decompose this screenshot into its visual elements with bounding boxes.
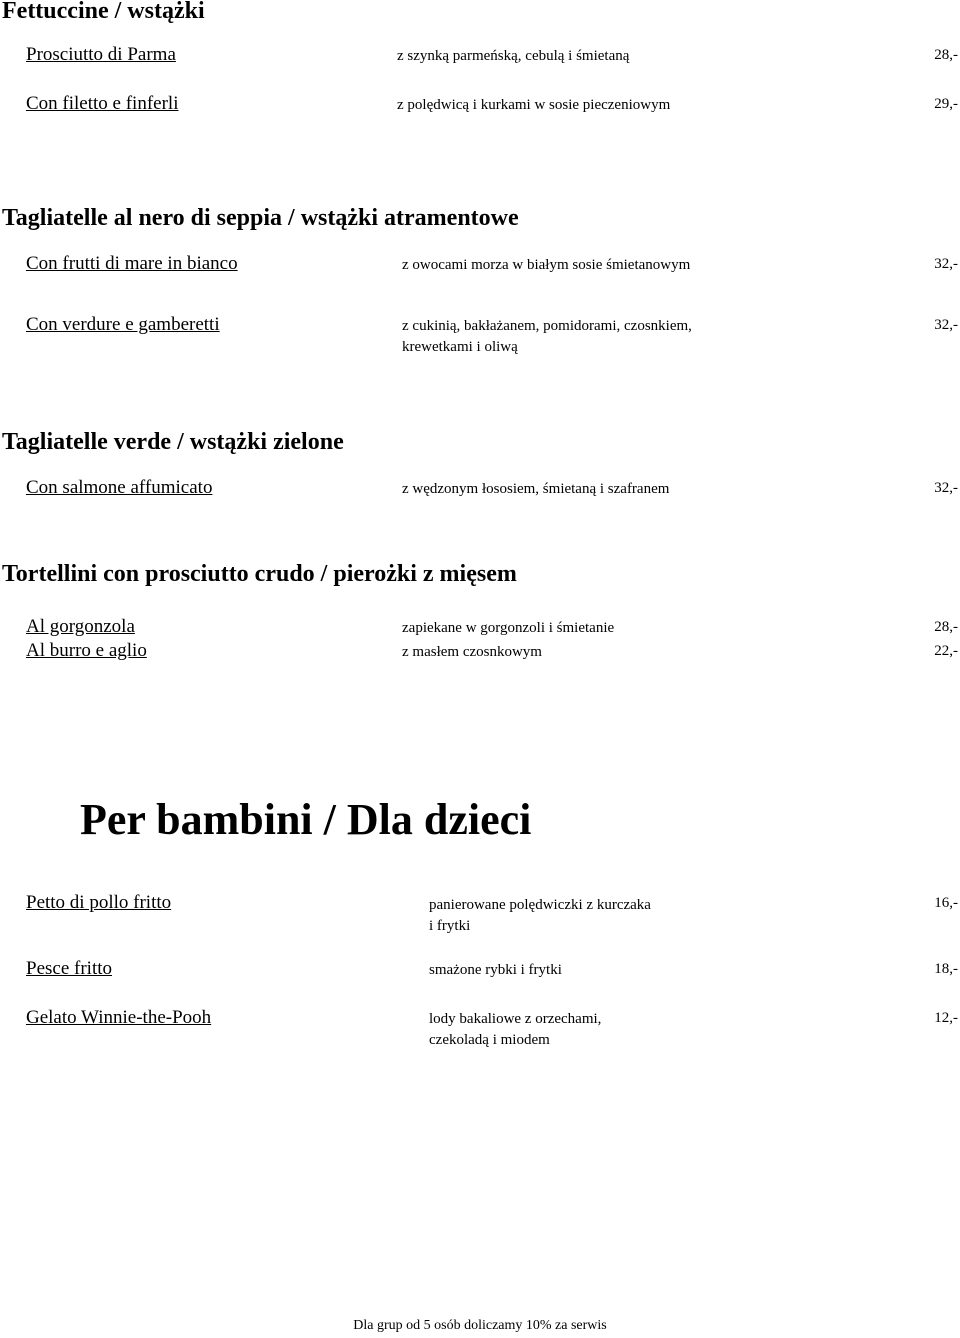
menu-item-price: 12,-: [934, 1010, 958, 1026]
menu-item-description: z masłem czosnkowym: [402, 644, 542, 660]
menu-item-price: 16,-: [934, 895, 958, 911]
menu-item-name: Pesce fritto: [26, 958, 113, 979]
service-charge-note: Dla grup od 5 osób doliczamy 10% za serwis: [353, 1318, 607, 1333]
menu-item-price: 32,-: [934, 480, 958, 496]
menu-item-price: 32,-: [934, 317, 958, 333]
menu-item-name: Prosciutto di Parma: [26, 44, 176, 65]
menu-item-description: panierowane polędwiczki z kurczaka: [429, 897, 651, 913]
menu-item-name: Con salmone affumicato: [26, 477, 213, 498]
section-title-fettuccine: Fettuccine / wstążki: [2, 0, 205, 24]
menu-item-description: z szynką parmeńską, cebulą i śmietaną: [397, 48, 630, 64]
menu-item-price: 22,-: [934, 643, 958, 659]
menu-item-description-line2: czekoladą i miodem: [429, 1032, 550, 1048]
menu-item-price: 18,-: [934, 961, 958, 977]
menu-item-description: z wędzonym łososiem, śmietaną i szafranem: [402, 481, 670, 497]
menu-item-description: zapiekane w gorgonzoli i śmietanie: [402, 620, 615, 636]
section-title-per-bambini: Per bambini / Dla dzieci: [80, 795, 532, 844]
menu-item-description: smażone rybki i frytki: [429, 962, 562, 978]
menu-item-description: z polędwicą i kurkami w sosie pieczeniowym: [397, 97, 671, 113]
menu-item-description-line2: i frytki: [429, 918, 471, 934]
section-title-tagliatelle-nero: Tagliatelle al nero di seppia / wstążki atramentowe: [2, 205, 519, 231]
menu-item-name: Al burro e aglio: [26, 640, 147, 661]
section-title-tortellini: Tortellini con prosciutto crudo / pierożki z mięsem: [2, 561, 517, 587]
menu-item-price: 29,-: [934, 96, 958, 112]
menu-item-name: Al gorgonzola: [26, 616, 135, 637]
menu-item-price: 28,-: [934, 619, 958, 635]
menu-item-price: 28,-: [934, 47, 958, 63]
menu-item-name: Con filetto e finferli: [26, 93, 179, 114]
menu-item-name: Gelato Winnie-the-Pooh: [26, 1007, 212, 1028]
menu-item-description: z cukinią, bakłażanem, pomidorami, czosnkiem,: [402, 318, 692, 334]
menu-item-description-line2: krewetkami i oliwą: [402, 339, 518, 355]
section-title-tagliatelle-verde: Tagliatelle verde / wstążki zielone: [2, 429, 344, 455]
menu-item-name: Con verdure e gamberetti: [26, 314, 220, 335]
menu-item-description: lody bakaliowe z orzechami,: [429, 1011, 602, 1027]
menu-item-description: z owocami morza w białym sosie śmietanowym: [402, 257, 691, 273]
menu-item-price: 32,-: [934, 256, 958, 272]
menu-item-name: Petto di pollo fritto: [26, 892, 172, 913]
menu-item-name: Con frutti di mare in bianco: [26, 253, 238, 274]
